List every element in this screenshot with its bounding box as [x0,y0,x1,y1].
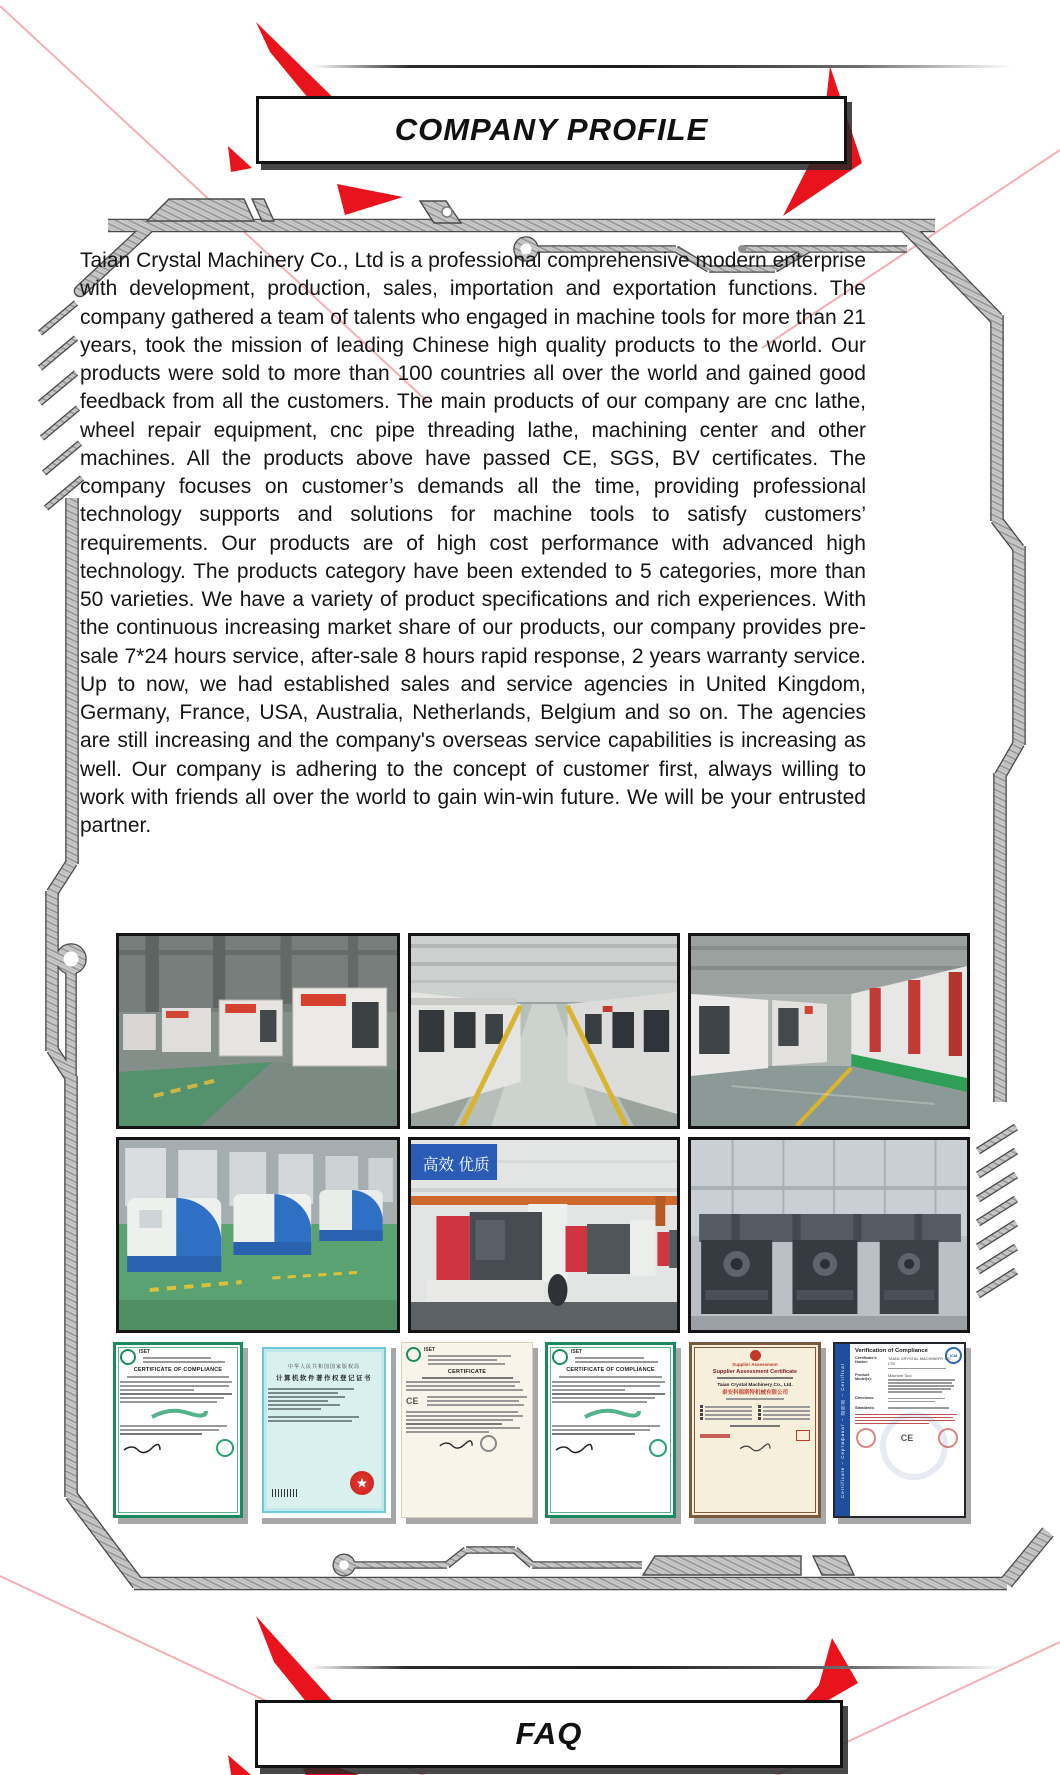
certificate-compliance-1 [113,1342,243,1518]
voc-standards-label: Standards: [855,1405,875,1410]
supplier-cert-title: Supplier Assessment Certificate [712,1369,798,1375]
voc-holder-label: Certificate's Holder: [855,1356,877,1364]
cert-title: CERTIFICATE OF COMPLIANCE [133,1367,223,1373]
copyright-office: 中华人民共和国国家版权局 [287,1364,360,1370]
red-stamp-icon [938,1428,958,1448]
faq-title: FAQ [515,1716,583,1751]
factory-photo-2-image [411,936,677,1126]
voc-directives-label: Directives: [855,1396,875,1400]
stamp-icon [216,1439,234,1457]
factory-photo-6 [688,1137,970,1333]
factory-photo-4 [116,1137,400,1333]
red-star-seal-icon [350,1471,374,1495]
iset-seal-icon [120,1349,136,1365]
header-rule [312,65,1012,68]
factory-photo-4-image [119,1140,397,1330]
workshop-banner-text: 高效 优质 [422,1156,490,1175]
icm-badge-icon: ICM [945,1347,962,1364]
factory-photo-5 [408,1137,680,1333]
factory-photo-1-image [119,936,397,1126]
voc-title: Verification of Compliance [855,1348,928,1354]
ce-mark: CE [900,1432,914,1443]
stamp-icon [649,1439,667,1457]
supplier-company-en: Taian Crystal Machinery Co., Ltd. [717,1383,793,1388]
certificate-copyright [257,1342,391,1518]
bolt-hole-icon [442,207,452,217]
factory-photo-3-image [691,936,967,1126]
supplier-logo-text: Supplier Assessment [732,1362,778,1367]
cert-org: ISET [139,1349,151,1355]
voc-holder-value: TAIAN CRYSTAL MACHINERY CO., LTD [888,1356,953,1366]
ce-mark: CE [406,1396,419,1406]
cert-org: ISET [424,1347,436,1353]
page-title: COMPANY PROFILE [394,112,709,147]
voc-product-value: Machine Tool [888,1372,912,1378]
voc-product-label: Product Model(s): [855,1372,872,1381]
iset-seal-icon [552,1349,568,1365]
green-swoosh-icon [148,1405,208,1423]
red-stamp-icon [796,1430,810,1441]
footer-rule [308,1666,1008,1669]
certificate-side-band [835,1344,850,1516]
cert-title: CERTIFICATE [447,1369,487,1375]
assessment-checklist [692,1402,818,1423]
company-profile-banner [256,96,847,164]
cert-org: ISET [571,1349,583,1355]
certificate-compliance-2 [545,1342,676,1518]
certificate-verification-compliance [833,1342,966,1518]
cert-title: CERTIFICATE OF COMPLIANCE [566,1367,655,1373]
copyright-sheet [262,1347,386,1513]
copyright-title: 计算机软件著作权登记证书 [276,1375,372,1382]
green-swoosh-icon [581,1405,641,1423]
side-band-text: Certificate – Сертификат – 證明書 – Certificat [839,1362,845,1498]
supplier-badge-icon [750,1350,761,1361]
factory-photo-3 [688,933,970,1129]
barcode-icon [272,1489,298,1497]
red-stamp-icon [856,1428,876,1448]
certificate-supplier-assessment [689,1342,821,1518]
factory-photo-6-image [691,1140,967,1330]
faq-banner [255,1700,843,1768]
signature-icon [554,1442,594,1454]
signature-icon [736,1442,774,1452]
signature-icon [438,1438,474,1450]
iset-seal-icon [406,1347,421,1362]
signature-icon [122,1442,162,1454]
factory-photo-1 [116,933,400,1129]
supplier-company-cn: 泰安科瑞斯特机械有限公司 [721,1390,788,1396]
factory-photo-5-image [411,1140,677,1330]
stamp-icon [480,1435,497,1452]
certificate-iset [401,1342,533,1518]
factory-photo-2 [408,933,680,1129]
company-description: Taian Crystal Machinery Co., Ltd is a professional comprehensive modern enterprise with development, production, sales, importation and exportation functions. The company gathered a team of talents who engaged in machine tools for more than 21 years, took the mission of leading Chinese high quality products to the world. Our products were sold to more than 100 countries all over the world and gained good feedback from all the customers. The main products of our company are cnc lathe, wheel repair equipment, cnc pipe threading lathe, machining center and other machines. All the products above have passed CE, SGS, BV certificates. The company focuses on customer’s demands all the time, providing professional technology supports and solutions for machine tools to satisfy customers’ requirements. Our products are of high cost performance with advanced high technology. The products category have been extended to 5 categories, more than 50 varieties. We have a variety of product specifications and rich experiences. With the continuous increasing market share of our products, our company provides pre-sale 7*24 hours service, after-sale 8 hours rapid response, 2 years warranty service. Up to now, we had established sales and service agencies in United Kingdom, Germany, France, USA, Australia, Netherlands, Belgium and so on. The agencies are still increasing and the company's overseas service capabilities is increasing as well. Our company is adhering to the concept of customer first, always willing to work with friends all over the world to gain win-win future. We will be your entrusted partner. [80,249,866,837]
watermark-icon [880,1412,948,1480]
